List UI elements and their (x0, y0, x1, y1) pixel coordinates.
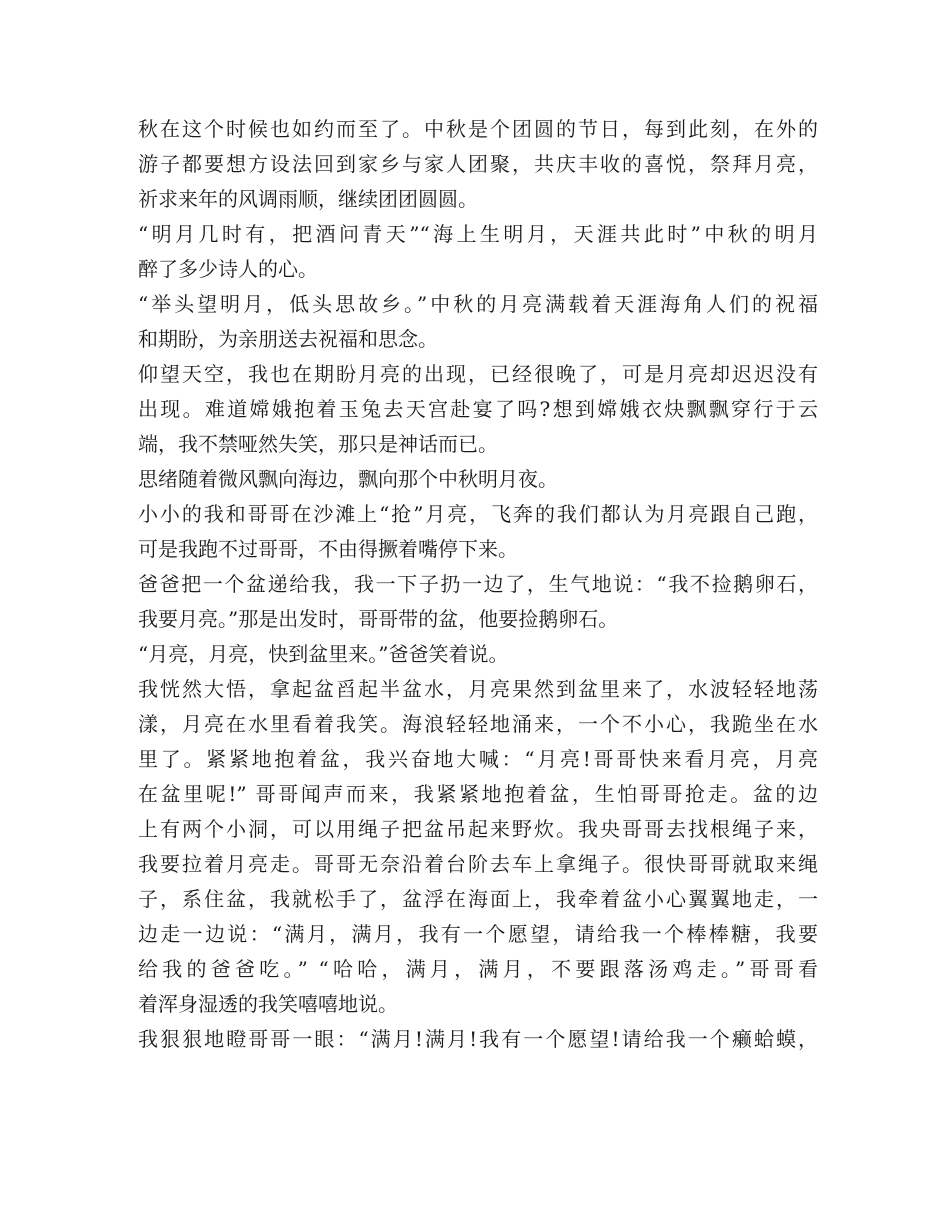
text-line: 子，系住盆，我就松手了，盆浮在海面上，我牵着盆小心翼翼地走，一 (138, 887, 818, 911)
text-line: 思绪随着微风飘向海边，飘向那个中秋明月夜。 (138, 467, 558, 491)
text-line: 我狠狠地瞪哥哥一眼：“满月!满月!我有一个愿望!请给我一个癞蛤蟆， (138, 1027, 818, 1051)
text-line: “明月几时有，把酒问青天”“海上生明月，天涯共此时”中秋的明月 (138, 222, 818, 246)
text-line: 秋在这个时候也如约而至了。中秋是个团圆的节日，每到此刻，在外的 (138, 117, 818, 141)
text-line: 漾，月亮在水里看着我笑。海浪轻轻地涌来，一个不小心，我跪坐在水 (138, 712, 818, 736)
text-line: 着浑身湿透的我笑嘻嘻地说。 (138, 992, 398, 1016)
text-line: 和期盼，为亲朋送去祝福和思念。 (138, 327, 438, 351)
text-line: 仰望天空，我也在期盼月亮的出现，已经很晚了，可是月亮却迟迟没有 (138, 362, 818, 386)
text-line: 游子都要想方设法回到家乡与家人团聚，共庆丰收的喜悦，祭拜月亮， (138, 152, 818, 176)
text-line: 爸爸把一个盆递给我，我一下子扔一边了，生气地说：“我不捡鹅卵石， (138, 572, 818, 596)
text-line: 里了。紧紧地抱着盆，我兴奋地大喊：“月亮!哥哥快来看月亮，月亮 (138, 747, 818, 771)
text-line: 给我的爸爸吃。” “哈哈，满月，满月，不要跟落汤鸡走。”哥哥看 (138, 957, 818, 981)
text-line: 在盆里呢!” 哥哥闻声而来，我紧紧地抱着盆，生怕哥哥抢走。盆的边 (138, 782, 818, 806)
text-line: 我要拉着月亮走。哥哥无奈沿着台阶去车上拿绳子。很快哥哥就取来绳 (138, 852, 818, 876)
text-line: 小小的我和哥哥在沙滩上“抢”月亮，飞奔的我们都认为月亮跟自己跑， (138, 502, 818, 526)
text-line: “月亮，月亮，快到盆里来。”爸爸笑着说。 (138, 642, 509, 666)
text-line: 醉了多少诗人的心。 (138, 257, 318, 281)
text-line: 端，我不禁哑然失笑，那只是神话而已。 (138, 432, 498, 456)
text-line: 可是我跑不过哥哥，不由得撅着嘴停下来。 (138, 537, 518, 561)
text-line: 我要月亮。”那是出发时，哥哥带的盆，他要捡鹅卵石。 (138, 607, 619, 631)
text-line: 我恍然大悟，拿起盆舀起半盆水，月亮果然到盆里来了，水波轻轻地荡 (138, 677, 818, 701)
text-line: 上有两个小洞，可以用绳子把盆吊起来野炊。我央哥哥去找根绳子来， (138, 817, 818, 841)
text-line: 祈求来年的风调雨顺，继续团团圆圆。 (138, 187, 478, 211)
text-line: 出现。难道嫦娥抱着玉兔去天宫赴宴了吗?想到嫦娥衣炔飘飘穿行于云 (138, 397, 818, 421)
text-line: “举头望明月，低头思故乡。”中秋的月亮满载着天涯海角人们的祝福 (138, 292, 818, 316)
body-text (138, 112, 818, 1057)
text-line: 边走一边说：“满月，满月，我有一个愿望，请给我一个棒棒糖，我要 (138, 922, 818, 946)
